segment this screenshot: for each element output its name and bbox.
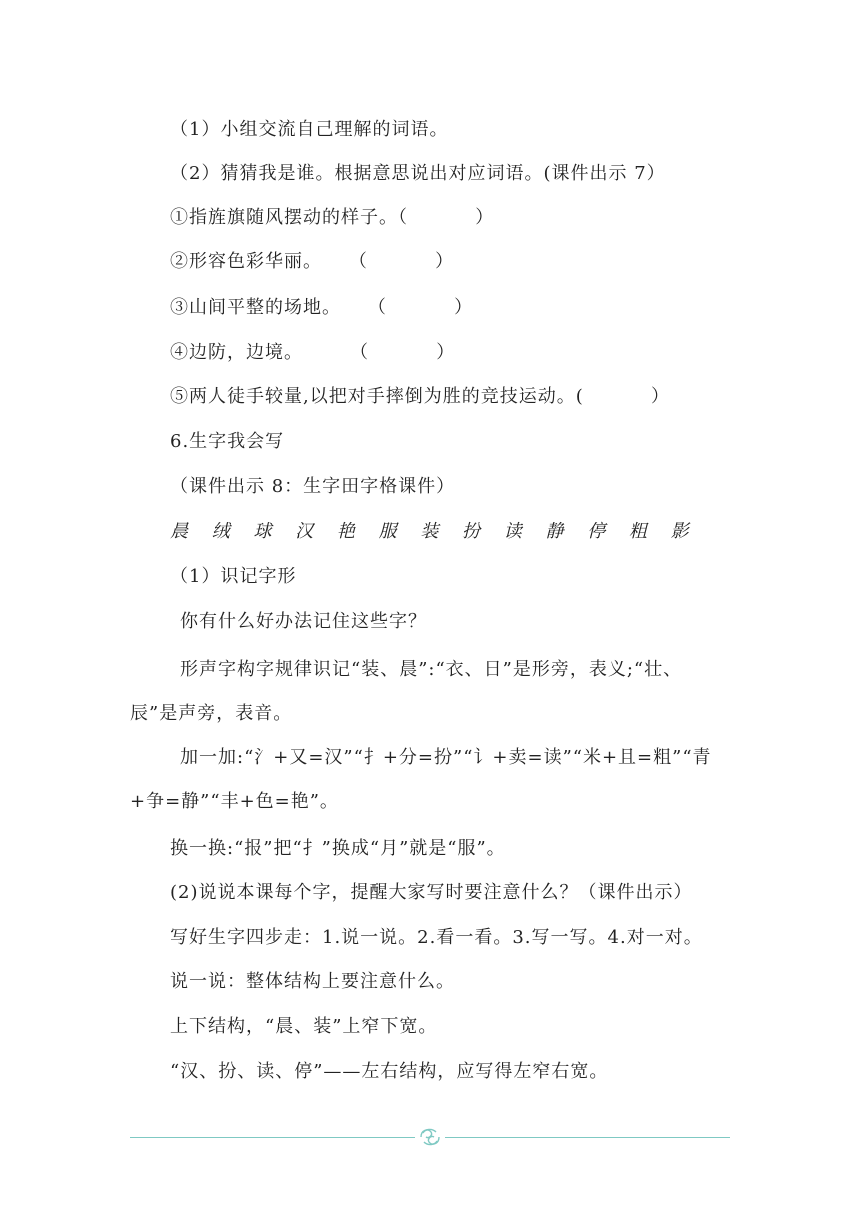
paragraph-line: （2）猜猜我是谁。根据意思说出对应词语。(课件出示 7） [170,163,666,184]
paragraph-line: 辰”是声旁，表音。 [130,703,293,724]
section-heading: 6.生字我会写 [170,431,285,452]
paragraph-line: ④边防，边境。 （ ） [170,342,456,363]
paragraph-line: 形声字构字规律识记“装、晨”:“衣、日”是形旁，表义;“壮、 [180,659,683,680]
character-list: 晨 绒 球 汉 艳 服 装 扮 读 静 停 粗 影 [170,521,698,542]
paragraph-line: “汉、扮、读、停”——左右结构，应写得左窄右宽。 [170,1061,609,1082]
paragraph-line: （1）识记字形 [170,566,297,587]
footer-rule-left [130,1137,415,1138]
paragraph-line: （课件出示 8：生字田字格课件） [170,476,456,497]
paragraph-line: 说一说：整体结构上要注意什么。 [170,971,455,992]
knot-ornament-icon [415,1124,445,1150]
paragraph-line: ①指旌旗随风摆动的样子。（ ） [170,207,495,228]
paragraph-line: ③山间平整的场地。 （ ） [170,297,474,318]
paragraph-line: 换一换:“报”把“扌”换成“月”就是“服”。 [170,838,506,859]
paragraph-line: (2)说说本课每个字，提醒大家写时要注意什么？（课件出示） [170,882,693,903]
paragraph-line: +争=静”“丰+色=艳”。 [130,791,339,812]
paragraph-line: （1）小组交流自己理解的词语。 [170,119,449,140]
paragraph-line: 写好生字四步走：1.说一说。2.看一看。3.写一写。4.对一对。 [170,927,703,948]
footer-rule-right [445,1137,730,1138]
paragraph-line: ⑤两人徒手较量,以把对手摔倒为胜的竞技运动。( ） [170,386,670,407]
paragraph-line: 上下结构，“晨、装”上窄下宽。 [170,1016,438,1037]
paragraph-line: 你有什么好办法记住这些字？ [180,611,427,632]
paragraph-line: 加一加:“氵+又=汉”“扌+分=扮”“讠+卖=读”“米+且=粗”“青 [180,747,712,768]
paragraph-line: ②形容色彩华丽。 （ ） [170,251,455,272]
